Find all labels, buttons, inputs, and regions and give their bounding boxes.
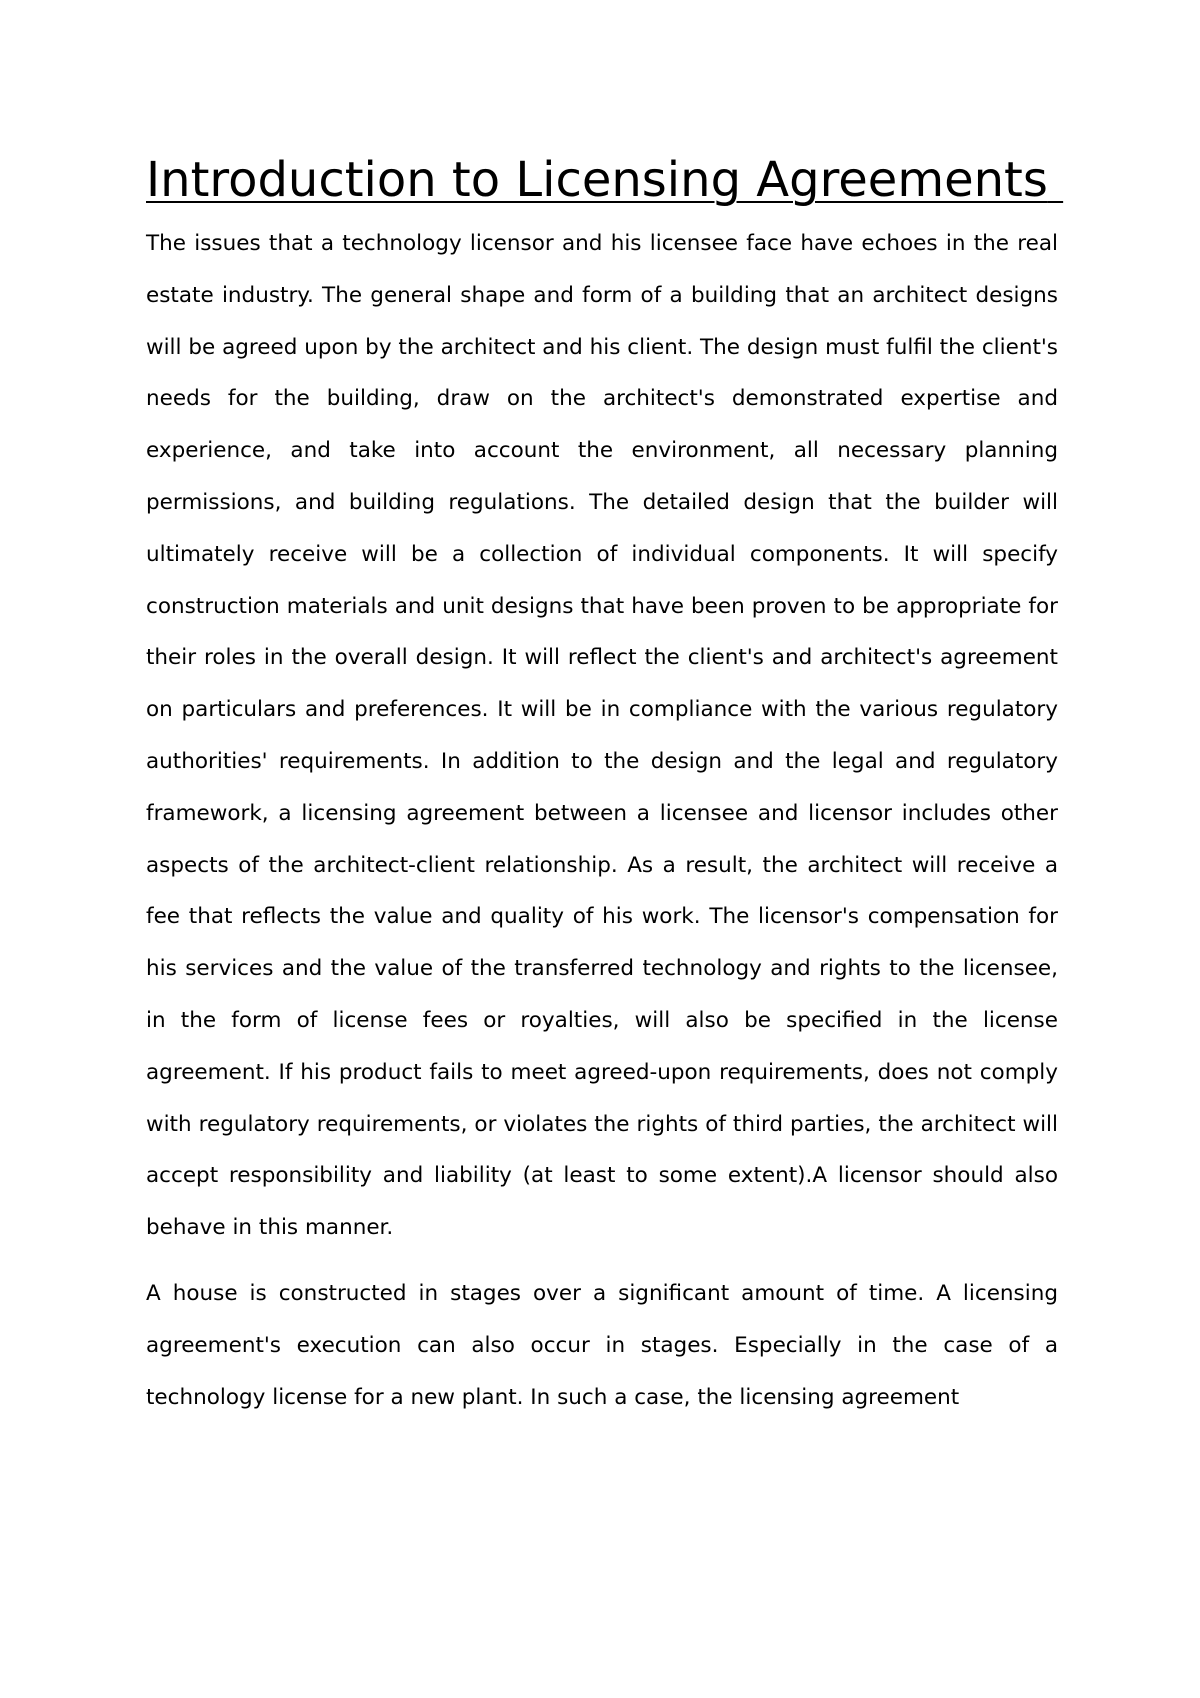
document-body: [146, 148, 1064, 1423]
paragraph-1: The issues that a technology licensor and his licensee face have echoes in the real estate industry. The general shape and form of a building that an architect designs will be agreed upon by the architect and his client. The design must fulfil the client's needs for the building, draw on the architect's demonstrated expertise and experience, and take into account the environment, all necessary planning permissions, and building regulations. The detailed design that the builder will ultimately receive will be a collection of individual components. It will specify construction materials and unit designs that have been proven to be appropriate for their roles in the overall design. It will reflect the client's and architect's agreement on particulars and preferences. It will be in compliance with the various regulatory authorities' requirements. In addition to the design and the legal and regulatory framework, a licensing agreement between a licensee and licensor includes other aspects of the architect-client relationship. As a result, the architect will receive a fee that reflects the value and quality of his work. The licensor's compensation for his services and the value of the transferred technology and rights to the licensee, in the form of license fees or royalties, will also be specified in the license agreement. If his product fails to meet agreed-upon requirements, does not comply with regulatory requirements, or violates the rights of third parties, the architect will accept responsibility and liability (at least to some extent).A licensor should also behave in this manner.: [146, 231, 1058, 1241]
paragraph-2: A house is constructed in stages over a significant amount of time. A licensing agreement's execution can also occur in stages. Especially in the case of a technology license for a new plant. In such a case, the licensing agreement: [146, 1280, 1058, 1410]
document-title: Introduction to Licensing Agreements: [146, 152, 1064, 208]
